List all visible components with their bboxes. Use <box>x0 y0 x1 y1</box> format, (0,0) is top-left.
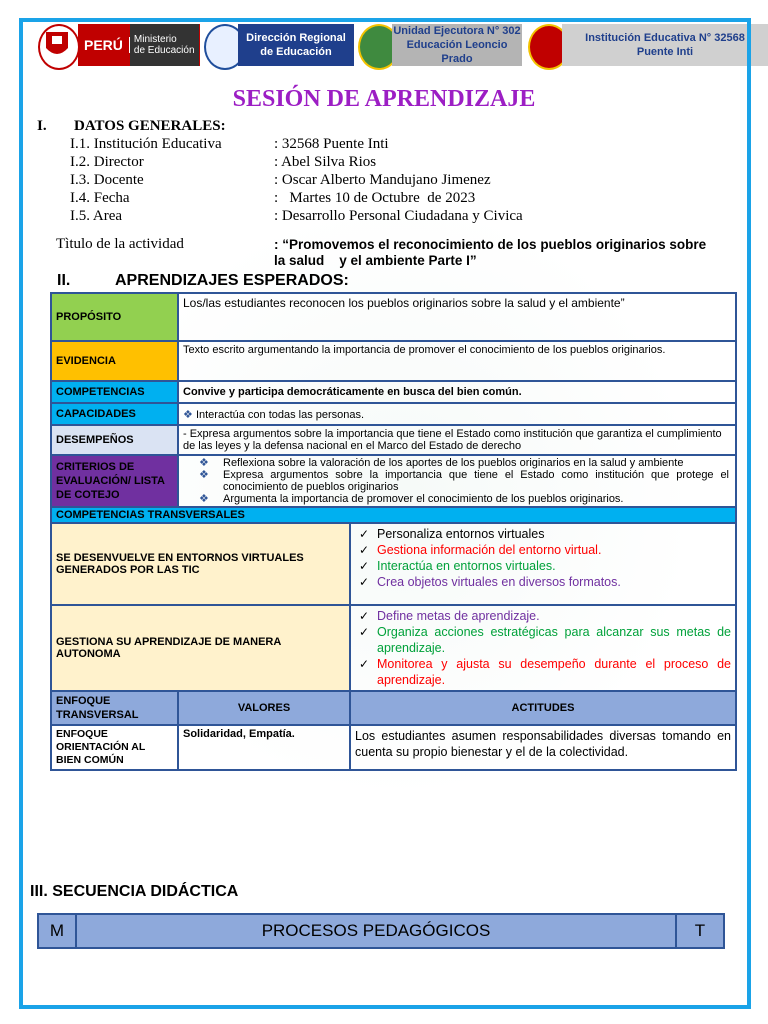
aprendizajes-table <box>50 292 737 771</box>
diamond-bullet-icon: ❖ <box>183 408 193 421</box>
datos-value-4: : Martes 10 de Octubre de 2023 <box>274 190 476 206</box>
tic-label: SE DESENVUELVE EN ENTORNOS VIRTUALES GENERADOS POR LAS TIC <box>51 523 350 605</box>
datos-label-2: I.2. Director <box>70 154 144 170</box>
check-icon: ✓ <box>359 575 370 589</box>
actitudes-label: ACTITUDES <box>350 691 736 725</box>
gestiona-label: GESTIONA SU APRENDIZAJE DE MANERA AUTONOMA <box>51 605 350 691</box>
desempenos-label: DESEMPEÑOS <box>51 425 178 455</box>
row-evidencia <box>51 341 736 381</box>
datos-heading: DATOS GENERALES: <box>74 118 226 134</box>
peru-text: PERÚ <box>78 37 130 53</box>
tic-item: ✓ Interactúa en entornos virtuales. <box>359 559 556 573</box>
titulo-actividad-line2: la salud y el ambiente Parte I” <box>274 253 477 268</box>
aprendizajes-num: II. <box>57 272 71 289</box>
criterio-item: ❖ Argumenta la importancia de promover el conocimiento de los pueblos originarios. <box>199 493 624 505</box>
check-icon: ✓ <box>359 625 370 639</box>
diamond-bullet-icon: ❖ <box>199 493 209 505</box>
row-competencias <box>51 381 736 403</box>
row-criterios <box>51 455 736 507</box>
dre-line2: de Educación <box>260 46 332 58</box>
aprendizajes-heading: APRENDIZAJES ESPERADOS: <box>115 272 349 289</box>
row-capacidades <box>51 403 736 425</box>
row-enfoque-header <box>51 691 736 725</box>
datos-value-1: : 32568 Puente Inti <box>274 136 389 152</box>
proposito-label: PROPÓSITO <box>51 293 178 341</box>
check-icon: ✓ <box>359 527 370 541</box>
gestiona-item: ✓ Define metas de aprendizaje. <box>359 609 540 623</box>
tic-item: ✓ Personaliza entornos virtuales <box>359 527 545 541</box>
procesos-header-row <box>38 914 724 948</box>
ue-line2: Educación Leoncio Prado <box>406 39 508 65</box>
criterio-item: ❖ Reflexiona sobre la valoración de los aportes de los pueblos originarios en la salud y ambiente <box>199 457 684 469</box>
datos-value-3: : Oscar Alberto Mandujano Jimenez <box>274 172 491 188</box>
transversales-label: COMPETENCIAS TRANSVERSALES <box>51 507 736 523</box>
col-m-header: M <box>38 914 76 948</box>
diamond-bullet-icon: ❖ <box>199 469 209 481</box>
row-proposito <box>51 293 736 341</box>
capacidades-label: CAPACIDADES <box>51 403 178 425</box>
datos-label-5: I.5. Area <box>70 208 123 224</box>
titulo-actividad-line1: : “Promovemos el reconocimiento de los pueblos originarios sobre <box>274 237 707 252</box>
tic-item: ✓ Gestiona información del entorno virtual. <box>359 543 602 557</box>
capacidades-text: Interactúa con todas las personas. <box>195 408 365 421</box>
ie-line1: Institución Educativa N° 32568 <box>585 32 745 44</box>
gestiona-item: ✓ Monitorea y ajusta su desempeño durante el proceso de aprendizaje. <box>359 657 731 687</box>
competencias-label: COMPETENCIAS <box>51 381 178 403</box>
tic-list <box>355 526 731 590</box>
valores-label: VALORES <box>178 691 350 725</box>
procesos-table <box>37 913 725 949</box>
evidencia-text: Texto escrito argumentando la importancia de promover el conocimiento de los pueblos originarios. <box>178 341 736 381</box>
proposito-text: Los/las estudiantes reconocen los pueblos originarios sobre la salud y el ambiente” <box>178 293 736 341</box>
ie-line2: Puente Inti <box>636 46 694 58</box>
datos-label-3: I.3. Docente <box>70 172 144 188</box>
datos-label-1: I.1. Institución Educativa <box>70 136 222 152</box>
criterios-label: CRITERIOS DE EVALUACIÓN/ LISTA DE COTEJO <box>51 455 178 507</box>
diamond-bullet-icon: ❖ <box>199 457 209 469</box>
datos-value-5: : Desarrollo Personal Ciudadana y Civica <box>274 208 523 224</box>
desempenos-text: - Expresa argumentos sobre la importancia que tiene el Estado como institución que garantiza el cumplimiento de las leyes y la defensa nacional en el Marco del Estado de derecho <box>178 425 736 455</box>
ministerio-line1: Ministerio <box>133 34 177 45</box>
evidencia-label: EVIDENCIA <box>51 341 178 381</box>
datos-label-4: I.4. Fecha <box>70 190 130 206</box>
ue-line1: Unidad Ejecutora N° 302 <box>393 25 521 37</box>
check-icon: ✓ <box>359 609 370 623</box>
ministerio-line2: de Educación <box>133 45 195 56</box>
row-desempenos <box>51 425 736 455</box>
competencias-text: Convive y participa democráticamente en busca del bien común. <box>178 381 736 403</box>
datos-num: I. <box>37 118 47 134</box>
aprendizajes-heading-row <box>57 272 349 290</box>
valores-text: Solidaridad, Empatía. <box>178 725 350 770</box>
tic-item: ✓ Crea objetos virtuales en diversos formatos. <box>359 575 621 589</box>
check-icon: ✓ <box>359 543 370 557</box>
gestiona-list <box>355 608 731 688</box>
gestiona-item: ✓ Organiza acciones estratégicas para alcanzar sus metas de aprendizaje. <box>359 625 731 655</box>
page-title: SESIÓN DE APRENDIZAJE <box>232 86 536 112</box>
col-procesos-header: PROCESOS PEDAGÓGICOS <box>76 914 676 948</box>
dre-line1: Dirección Regional <box>246 32 346 44</box>
row-tic <box>51 523 736 605</box>
datos-value-2: : Abel Silva Rios <box>274 154 377 170</box>
titulo-actividad-label: Tìtulo de la actividad <box>56 236 184 252</box>
row-enfoque-detail <box>51 725 736 770</box>
criterio-item: ❖ Expresa argumentos sobre la importancia que tiene el Estado como institución que protege el conocimiento de pueblos originarios <box>199 469 729 493</box>
check-icon: ✓ <box>359 657 370 671</box>
check-icon: ✓ <box>359 559 370 573</box>
actitudes-text: Los estudiantes asumen responsabilidades diversas tomando en cuenta su propio bienestar y el de la colectividad. <box>350 725 736 770</box>
row-transversales-header <box>51 507 736 523</box>
enfoque-label: ENFOQUE TRANSVERSAL <box>51 691 178 725</box>
enfoque-name: ENFOQUE ORIENTACIÓN AL BIEN COMÚN <box>51 725 178 770</box>
secuencia-heading: III. SECUENCIA DIDÁCTICA <box>30 883 239 900</box>
col-t-header: T <box>676 914 724 948</box>
row-gestiona <box>51 605 736 691</box>
